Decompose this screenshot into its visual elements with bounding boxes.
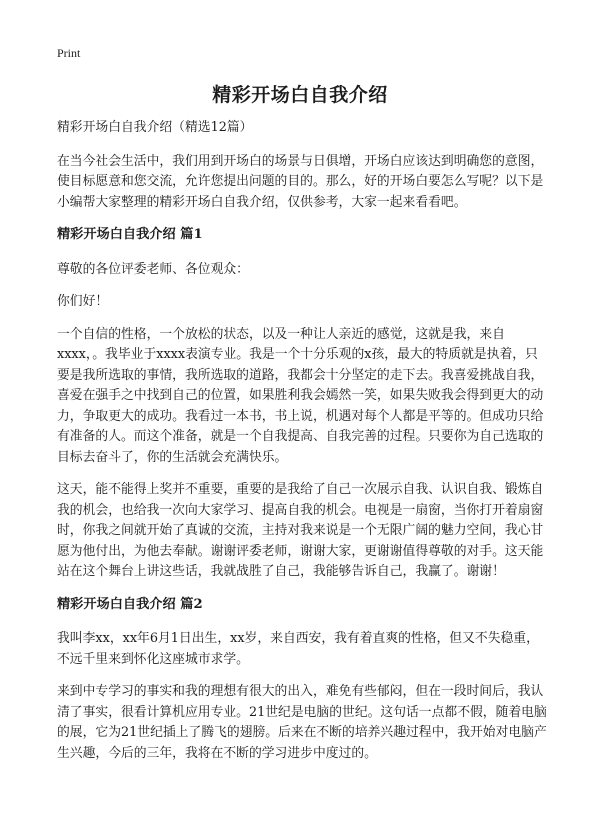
- paragraph: 我叫李xx，xx年6月1日出生，xx岁，来自西安，我有着直爽的性格，但又不失稳重，不远千里来到怀化这座城市求学。: [57, 631, 539, 667]
- intro-paragraph: 在当今社会生活中，我们用到开场白的场景与日俱增，开场白应该达到明确您的意图，使目标愿意和您交流，允许您提出问题的目的。那么，好的开场白要怎么写呢？以下是小编帮大家整理的精彩开场白自我介绍，仅供参考，大家一起来看看吧。: [57, 153, 544, 210]
- paragraph: 来到中专学习的事实和我的理想有很大的出入，难免有些郁闷，但在一段时间后，我认清了事实，很看计算机应用专业。21世纪是电脑的世纪。这句话一点都不假，随着电脑的展，它为21世纪插上了腾飞的翅膀。后来在不断的培养兴趣过程中，我开始对电脑产生兴趣，今后的三年，我将在不断的学习进步中度过的。: [57, 684, 547, 761]
- page-title: 精彩开场白自我介绍: [212, 84, 388, 106]
- paragraph: 你们好！: [57, 294, 109, 309]
- paragraph: 这天，能不能得上奖并不重要，重要的是我给了自己一次展示自我、认识自我、锻炼自我的机会，也给我一次向大家学习、提高自我的机会。电视是一扇窗，当你打开着扇窗时，你我之间就开始了真诚的交流，主持对我来说是一个无限广阔的魅力空间，我心甘愿为他付出，为他去奉献。谢谢评委老师，谢谢大家，更谢谢值得尊敬的对手。这天能站在这个舞台上讲这些话，我就战胜了自己，我能够告诉自己，我赢了。谢谢！: [57, 482, 544, 579]
- paragraph: 一个自信的性格，一个放松的状态，以及一种让人亲近的感觉，这就是我，来自xxxx，。我毕业于xxxx表演专业。我是一个十分乐观的x孩，最大的特质就是执着，只要是我所选取的事情，我所选取的道路，我都会十分坚定的走下去。我喜爱挑战自我，喜爱在强手之中找到自己的位置，如果胜利我会嫣然一笑，如果失败我会得到更大的动力，争取更大的成功。我看过一本书，书上说，机遇对每个人都是平等的。但成功只给有准备的人。而这个准备，就是一个自我提高、自我完善的过程。只要你为自己选取的目标去奋斗了，你的生活就会充满快乐。: [57, 326, 544, 465]
- section-heading-1: 精彩开场白自我介绍 篇1: [57, 227, 203, 242]
- paragraph: 尊敬的各位评委老师、各位观众：: [57, 261, 249, 277]
- document-body: [57, 118, 547, 774]
- section-heading-2: 精彩开场白自我介绍 篇2: [57, 596, 203, 612]
- print-link[interactable]: Print: [57, 46, 81, 60]
- document-subtitle: 精彩开场白自我介绍（精选12篇）: [57, 120, 253, 135]
